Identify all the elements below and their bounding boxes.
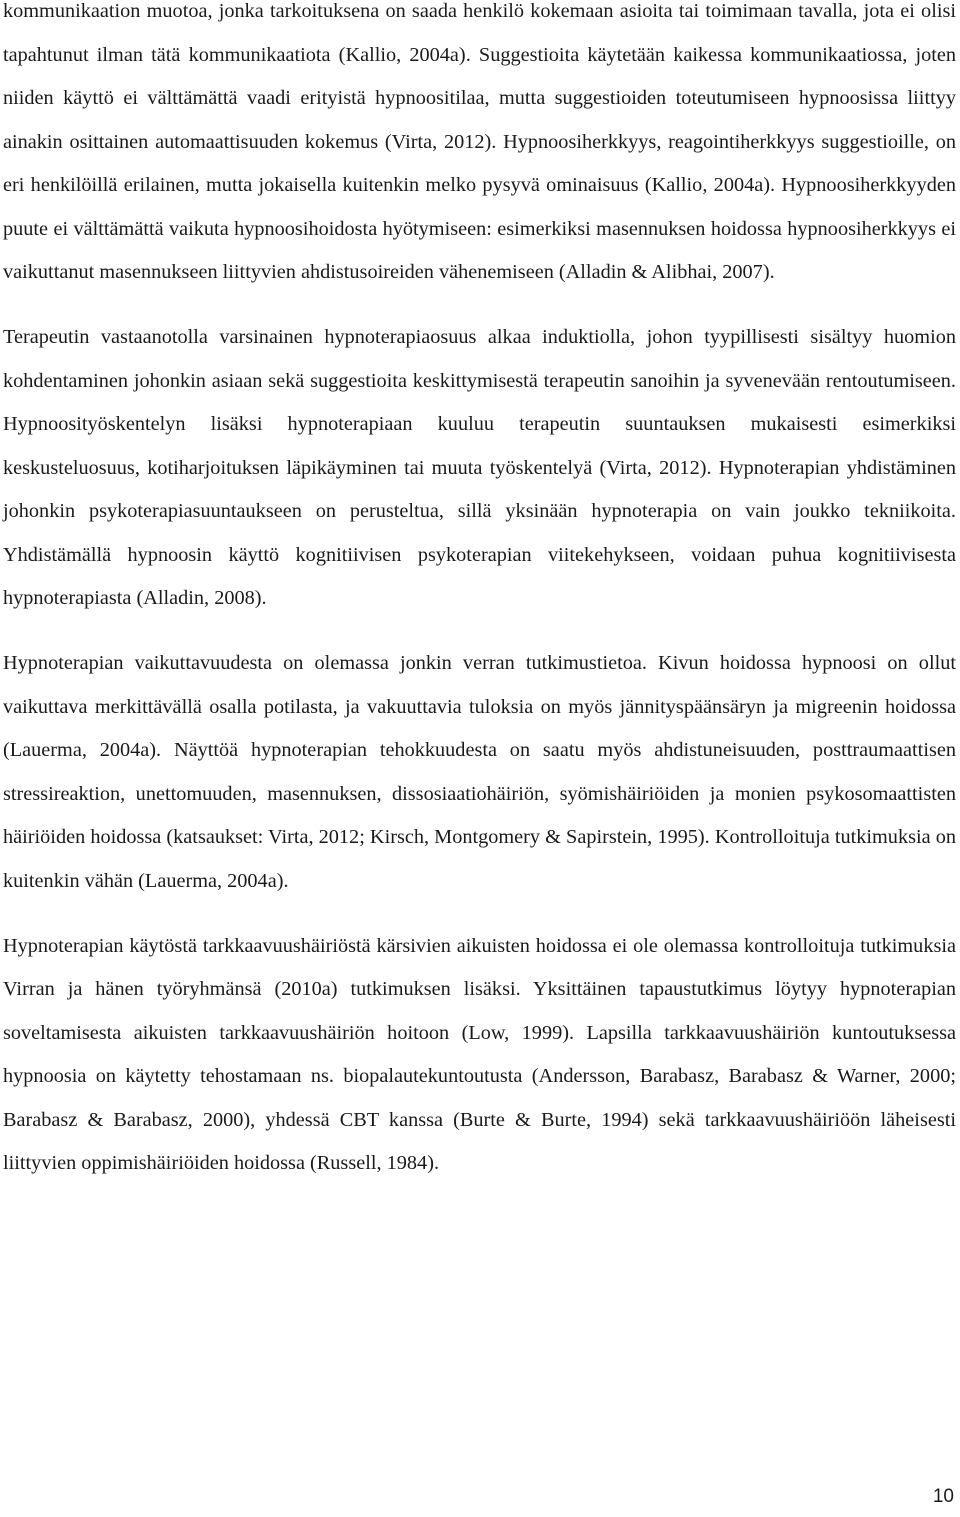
paragraph-spacer bbox=[3, 621, 956, 643]
paragraph-3: Hypnoterapian vaikuttavuudesta on olemassa jonkin verran tutkimustietoa. Kivun hoidossa hypnoosi on ollut vaikuttava merkittävällä osalla potilasta, ja vakuuttavia tuloksia on myös jännityspäänsäryn ja migreenin hoidossa (Lauerma, 2004a). Näyttöä hypnoterapian tehokkuudesta on saatu myös ahdistuneisuuden, posttraumaattisen stressireaktion, unettomuuden, masennuksen, dissosiaatiohäiriön, syömishäiriöiden ja monien psykosomaattisten häiriöiden hoidossa (katsaukset: Virta, 2012; Kirsch, Montgomery & Sapirstein, 1995). Kontrolloituja tutkimuksia on kuitenkin vähän (Lauerma, 2004a). bbox=[3, 652, 956, 892]
document-page bbox=[3, 0, 956, 1186]
paragraph-2: Terapeutin vastaanotolla varsinainen hypnoterapiaosuus alkaa induktiolla, johon tyypillisesti sisältyy huomion kohdentaminen johonkin asiaan sekä suggestioita keskittymisestä terapeutin sanoihin ja syvenevään rentoutumiseen. Hypnoosityöskentelyn lisäksi hypnoterapiaan kuuluu terapeutin suuntauksen mukaisesti esimerkiksi keskusteluosuus, kotiharjoituksen läpikäyminen tai muuta työskentelyä (Virta, 2012). Hypnoterapian yhdistäminen johonkin psykoterapiasuuntaukseen on perusteltua, sillä yksinään hypnoterapia on vain joukko tekniikoita. Yhdistämällä hypnoosin käyttö kognitiivisen psykoterapian viitekehykseen, voidaan puhua kognitiivisesta hypnoterapiasta (Alladin, 2008). bbox=[3, 326, 956, 609]
paragraph-1: kommunikaation muotoa, jonka tarkoituksena on saada henkilö kokemaan asioita tai toimimaan tavalla, jota ei olisi tapahtunut ilman tätä kommunikaatiota (Kallio, 2004a). Suggestioita käytetään kaikessa kommunikaatiossa, joten niiden käyttö ei välttämättä vaadi erityistä hypnoositilaa, mutta suggestioiden toteutumiseen hypnoosissa liittyy ainakin osittainen automaattisuuden kokemus (Virta, 2012). Hypnoosiherkkyys, reagointiherkkyys suggestioille, on eri henkilöillä erilainen, mutta jokaisella kuitenkin melko pysyvä ominaisuus (Kallio, 2004a). Hypnoosiherkkyyden puute ei välttämättä vaikuta hypnoosihoidosta hyötymiseen: esimerkiksi masennuksen hoidossa hypnoosiherkkyys ei vaikuttanut masennukseen liittyvien ahdistusoireiden vähenemiseen (Alladin & Alibhai, 2007). bbox=[3, 0, 956, 283]
paragraph-spacer bbox=[3, 295, 956, 317]
paragraph-spacer bbox=[3, 903, 956, 925]
page-number: 10 bbox=[932, 1486, 954, 1507]
paragraph-4: Hypnoterapian käytöstä tarkkaavuushäiriöstä kärsivien aikuisten hoidossa ei ole olemassa kontrolloituja tutkimuksia Virran ja hänen työryhmänsä (2010a) tutkimuksen lisäksi. Yksittäinen tapaustutkimus löytyy hypnoterapian soveltamisesta aikuisten tarkkaavuushäiriön hoitoon (Low, 1999). Lapsilla tarkkaavuushäiriön kuntoutuksessa hypnoosia on käytetty tehostamaan ns. biopalautekuntoutusta (Andersson, Barabasz, Barabasz & Warner, 2000; Barabasz & Barabasz, 2000), yhdessä CBT kanssa (Burte & Burte, 1994) sekä tarkkaavuushäiriöön läheisesti liittyvien oppimishäiriöiden hoidossa (Russell, 1984). bbox=[3, 934, 956, 1174]
